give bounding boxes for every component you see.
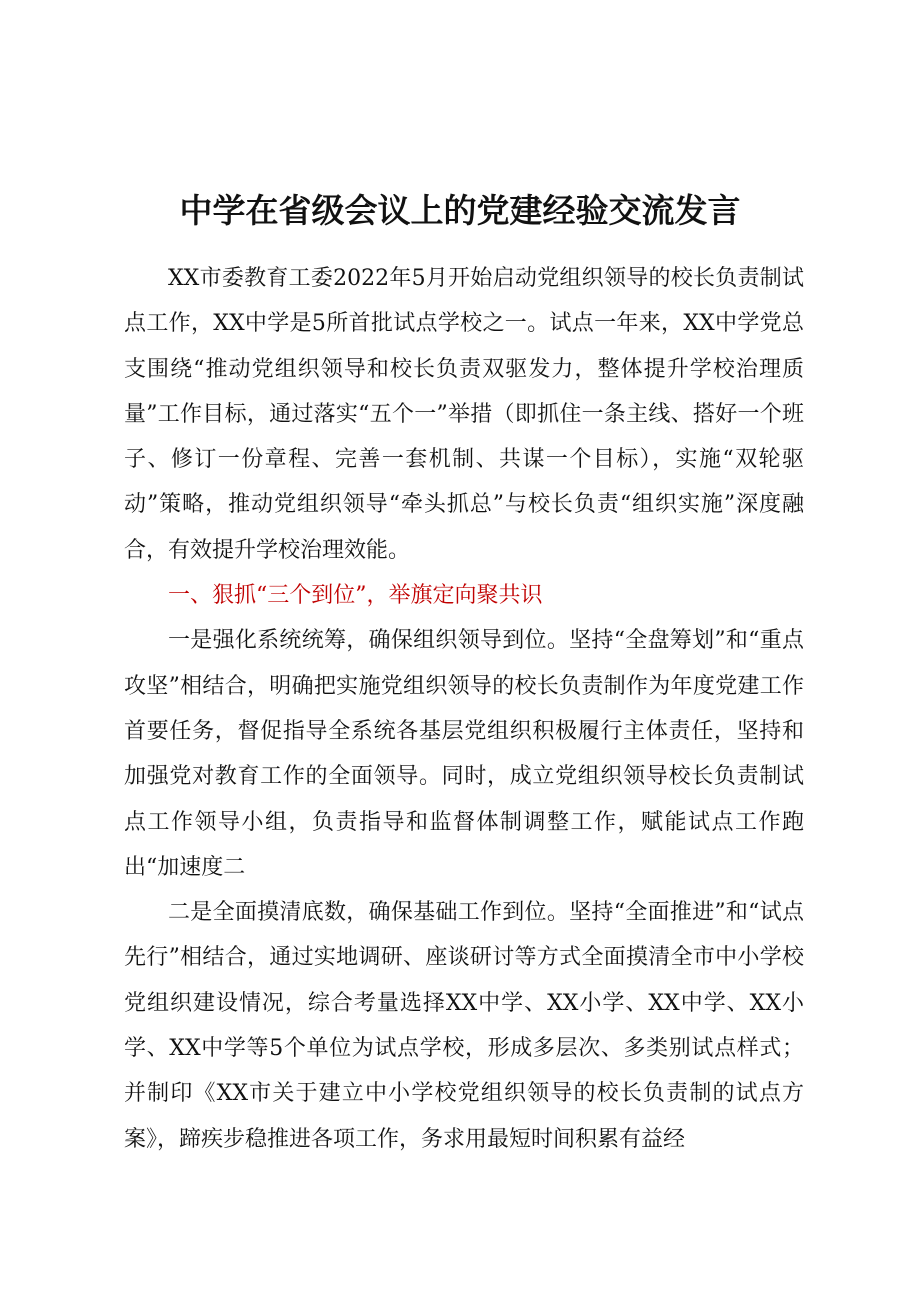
body-paragraph-1: 一是强化系统统筹，确保组织领导到位。坚持“全盘筹划”和“重点攻坚”相结合，明确把实施党组织领导的校长负责制作为年度党建工作首要任务，督促指导全系统各基层党组织积极履行主体责任，坚持和加强党对教育工作的全面领导。同时，成立党组织领导校长负责制试点工作领导小组，负责指导和监督体制调整工作，赋能试点工作跑出“加速度二 [124, 628, 804, 880]
intro-paragraph: XX市委教育工委2022年5月开始启动党组织领导的校长负责制试点工作，XX中学是5所首批试点学校之一。试点一年来，XX中学党总支围绕“推动党组织领导和校长负责双驱发力，整体提升学校治理质量”工作目标，通过落实“五个一”举措（即抓住一条主线、搭好一个班子、修订一份章程、完善一套机制、共谋一个目标），实施“双轮驱动”策略，推动党组织领导“牵头抓总”与校长负责“组织实施”深度融合，有效提升学校治理效能。 [124, 266, 804, 563]
document-body [124, 256, 804, 1162]
section-heading: 一、狠抓“三个到位”，举旗定向聚共识 [168, 583, 543, 609]
body-paragraph-2: 二是全面摸清底数，确保基础工作到位。坚持“全面推进”和“试点先行”相结合，通过实地调研、座谈研讨等方式全面摸清全市中小学校党组织建设情况，综合考量选择XX中学、XX小学、XX中学、XX小学、XX中学等5个单位为试点学校，形成多层次、多类别试点样式；并制印《XX市关于建立中小学校党组织领导的校长负责制的试点方案》，蹄疾步稳推进各项工作，务求用最短时间积累有益经 [124, 900, 804, 1152]
document-title: 中学在省级会议上的党建经验交流发言 [179, 191, 741, 230]
